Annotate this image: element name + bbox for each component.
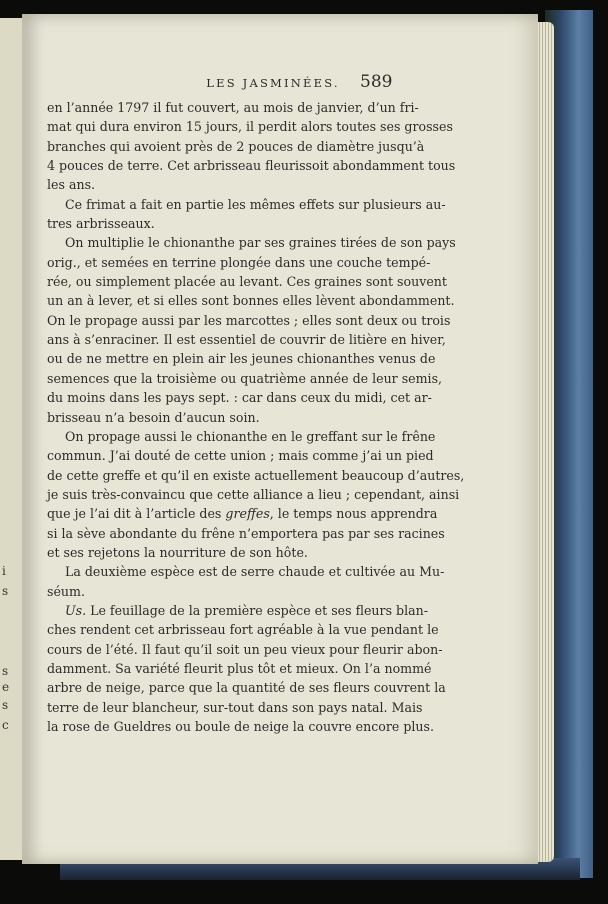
left-page-fragment: c	[2, 718, 9, 732]
text-line: La deuxième espèce est de serre chaude et cultivée au Mu-	[65, 564, 445, 580]
text-line: ou de ne mettre en plein air les jeunes chionanthes venus de	[47, 351, 436, 367]
text-line: cours de l’été. Il faut qu’il soit un peu vieux pour fleurir abon-	[47, 641, 443, 657]
text-line: de cette greffe et qu’il en existe actuellement beaucoup d’autres,	[47, 467, 465, 483]
text-line: ches rendent cet arbrisseau fort agréable à la vue pendant le	[47, 622, 439, 638]
text-line: 4 pouces de terre. Cet arbrisseau fleurissoit abondamment tous	[47, 158, 456, 174]
left-page-fragment: s	[2, 584, 9, 598]
text-line: Us. Le feuillage de la première espèce et ses fleurs blan-	[65, 602, 428, 618]
text-line: Ce frimat a fait en partie les mêmes effets sur plusieurs au-	[65, 196, 446, 212]
text-line: je suis très-convaincu que cette alliance a lieu ; cependant, ainsi	[47, 486, 460, 502]
text-line: que je l’ai dit à l’article des greffes, le temps nous apprendra	[47, 506, 438, 522]
text-line: et ses rejetons la nourriture de son hôte.	[47, 544, 308, 560]
text-line: les ans.	[47, 177, 96, 193]
left-page-fragment: e	[2, 680, 10, 694]
page-number: 589	[360, 72, 393, 92]
text-line: la rose de Gueldres ou boule de neige la couvre encore plus.	[47, 719, 435, 734]
text-line: brisseau n’a besoin d’aucun soin.	[47, 409, 260, 425]
text-line: commun. J’ai douté de cette union ; mais comme j’ai un pied	[47, 448, 434, 464]
text-line: On propage aussi le chionanthe en le greffant sur le frêne	[65, 428, 436, 444]
text-line: semences que la troisième ou quatrième année de leur semis,	[47, 370, 443, 386]
text-line: rée, ou simplement placée au levant. Ces graines sont souvent	[47, 274, 447, 290]
text-line: damment. Sa variété fleurit plus tôt et mieux. On l’a nommé	[47, 660, 432, 676]
text-line: en l’année 1797 il fut couvert, au mois de janvier, d’un fri-	[47, 100, 419, 115]
running-head: LES JASMINÉES.	[206, 76, 340, 90]
text-line: On le propage aussi par les marcottes ; elles sont deux ou trois	[47, 312, 451, 328]
left-page-fragment: s	[2, 698, 9, 712]
text-line: branches qui avoient près de 2 pouces de diamètre jusqu’à	[47, 138, 425, 154]
text-line: orig., et semées en terrine plongée dans une couche tempé-	[47, 254, 431, 270]
text-line: mat qui dura environ 15 jours, il perdit alors toutes ses grosses	[47, 119, 453, 135]
left-page-fragment: i	[2, 564, 6, 578]
text-line: un an à lever, et si elles sont bonnes elles lèvent abondamment.	[47, 293, 455, 309]
body-text	[47, 98, 465, 736]
text-line: séum.	[47, 583, 85, 599]
text-line: On multiplie le chionanthe par ses graines tirées de son pays	[65, 235, 456, 251]
left-page-margin	[0, 18, 23, 860]
book-page	[22, 14, 538, 864]
text-line: si la sève abondante du frêne n’emportera pas par ses racines	[47, 525, 445, 541]
text-line: terre de leur blancheur, sur-tout dans son pays natal. Mais	[47, 699, 423, 715]
text-line: ans à s’enraciner. Il est essentiel de couvrir de litière en hiver,	[47, 332, 446, 348]
text-line: du moins dans les pays sept. : car dans ceux du midi, cet ar-	[47, 390, 432, 406]
left-page-fragment: s	[2, 664, 9, 678]
text-line: arbre de neige, parce que la quantité de ses fleurs couvrent la	[47, 680, 446, 696]
text-line: tres arbrisseaux.	[47, 216, 155, 232]
